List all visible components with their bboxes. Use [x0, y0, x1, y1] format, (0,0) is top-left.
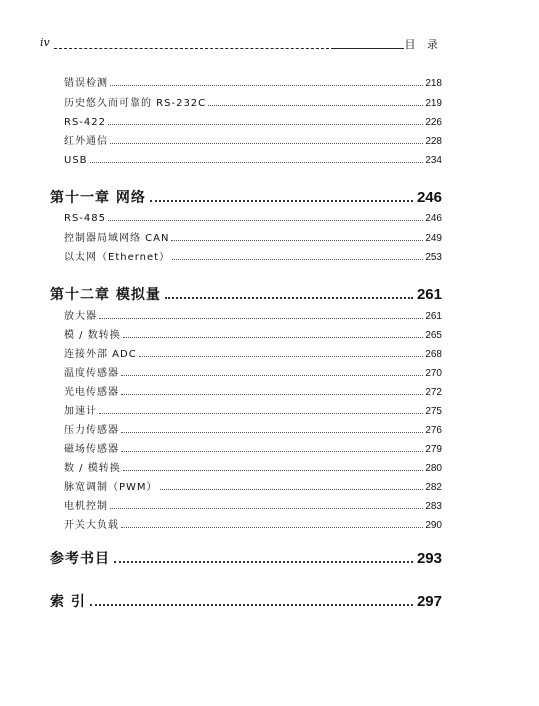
- leader-dots: [90, 592, 413, 606]
- toc-entry-title: 脉宽调制（PWM）: [64, 482, 158, 493]
- leader-dots: [110, 76, 423, 86]
- leader-dots: [121, 423, 423, 433]
- toc-entry-page: 279: [425, 444, 442, 455]
- leader-dots: [139, 347, 424, 357]
- toc-entry-title: 错误检测: [64, 78, 108, 89]
- chapter-title: 第十一章 网络: [50, 190, 146, 206]
- toc-entry[interactable]: [64, 96, 442, 110]
- chapter-title: 参考书目: [50, 551, 110, 567]
- toc-entry-page: 265: [425, 330, 442, 341]
- leader-dots: [121, 442, 423, 452]
- toc-entry-page: 249: [425, 233, 442, 244]
- leader-dots: [123, 461, 424, 471]
- toc-entry[interactable]: [64, 250, 442, 264]
- chapter-page: 261: [416, 286, 442, 303]
- toc-entry-title: 放大器: [64, 311, 97, 322]
- leader-dots: [99, 404, 423, 414]
- header-title: 目 录: [404, 38, 442, 51]
- leader-dots: [165, 285, 413, 299]
- toc-entry[interactable]: [64, 442, 442, 456]
- toc-entry-title: 历史悠久而可靠的 RS-232C: [64, 98, 207, 109]
- page-header: [40, 36, 442, 52]
- chapter-page: 297: [416, 593, 442, 610]
- toc-entry-title: 加速计: [64, 406, 97, 417]
- toc-entry[interactable]: [64, 309, 442, 323]
- leader-dots: [108, 211, 423, 221]
- toc-entry-title: RS-422: [64, 117, 106, 128]
- leader-dots: [172, 250, 423, 260]
- toc-entry[interactable]: [64, 366, 442, 380]
- toc-entry-page: 280: [425, 463, 442, 474]
- leader-dots: [123, 328, 424, 338]
- toc-entry[interactable]: [64, 211, 442, 225]
- toc-entry-title: 电机控制: [64, 501, 108, 512]
- toc-entry[interactable]: [64, 518, 442, 532]
- toc-entry-page: 290: [425, 520, 442, 531]
- toc-entry-title: 模 / 数转换: [64, 330, 121, 341]
- leader-dots: [121, 385, 423, 395]
- chapter-title: 第十二章 模拟量: [50, 287, 161, 303]
- page-number-roman: iv: [40, 36, 50, 49]
- leader-dots: [171, 231, 423, 241]
- toc-entry-title: 温度传感器: [64, 368, 119, 379]
- toc-entry-page: 282: [425, 482, 442, 493]
- leader-dots: [150, 188, 413, 202]
- leader-dots: [110, 134, 423, 144]
- toc-entry[interactable]: [64, 461, 442, 475]
- toc-entry-title: 磁场传感器: [64, 444, 119, 455]
- chapter-heading[interactable]: [50, 549, 442, 569]
- toc-entry-page: 234: [425, 155, 442, 166]
- header-rule-solid: [334, 48, 404, 49]
- chapter-heading[interactable]: [50, 285, 442, 305]
- toc-entry-title: 以太网（Ethernet）: [64, 252, 171, 263]
- toc-entry[interactable]: [64, 153, 442, 167]
- leader-dots: [121, 518, 423, 528]
- header-rule-dashed: [54, 48, 334, 49]
- leader-dots: [160, 480, 424, 490]
- toc-entry-title: 光电传感器: [64, 387, 119, 398]
- leader-dots: [110, 499, 423, 509]
- chapter-heading[interactable]: [50, 592, 442, 612]
- toc-entry-title: RS-485: [64, 213, 106, 224]
- chapter-heading[interactable]: [50, 188, 442, 208]
- chapter-page: 293: [416, 550, 442, 567]
- toc-entry-title: 控制器局域网络 CAN: [64, 233, 170, 244]
- toc-entry-title: 压力传感器: [64, 425, 119, 436]
- toc-entry-page: 219: [425, 98, 442, 109]
- leader-dots: [114, 549, 413, 563]
- chapter-page: 246: [416, 189, 442, 206]
- toc-entry-title: 数 / 模转换: [64, 463, 121, 474]
- leader-dots: [208, 96, 423, 106]
- toc-entry-page: 283: [425, 501, 442, 512]
- toc-entry-page: 218: [425, 78, 442, 89]
- toc-entry[interactable]: [64, 385, 442, 399]
- toc-entry-page: 270: [425, 368, 442, 379]
- toc-entry[interactable]: [64, 480, 442, 494]
- toc-entry[interactable]: [64, 134, 442, 148]
- toc-entry-page: 272: [425, 387, 442, 398]
- toc-entry[interactable]: [64, 423, 442, 437]
- toc-entry-page: 276: [425, 425, 442, 436]
- toc-entry-page: 261: [425, 311, 442, 322]
- leader-dots: [121, 366, 423, 376]
- toc-entry[interactable]: [64, 231, 442, 245]
- toc-entry[interactable]: [64, 499, 442, 513]
- leader-dots: [99, 309, 423, 319]
- toc-entry-title: USB: [64, 155, 88, 166]
- toc-entry-title: 连接外部 ADC: [64, 349, 137, 360]
- chapter-title: 索 引: [50, 594, 86, 610]
- toc-entry-page: 228: [425, 136, 442, 147]
- leader-dots: [108, 115, 423, 125]
- toc-entry[interactable]: [64, 347, 442, 361]
- toc-entry-title: 开关大负载: [64, 520, 119, 531]
- toc-entry[interactable]: [64, 115, 442, 129]
- toc-entry-page: 226: [425, 117, 442, 128]
- toc-entry-page: 253: [425, 252, 442, 263]
- toc-entry[interactable]: [64, 76, 442, 90]
- toc-entry-page: 275: [425, 406, 442, 417]
- toc-entry[interactable]: [64, 404, 442, 418]
- toc-entry-page: 268: [425, 349, 442, 360]
- toc-entry-page: 246: [425, 213, 442, 224]
- leader-dots: [90, 153, 424, 163]
- toc-entry[interactable]: [64, 328, 442, 342]
- toc-entry-title: 红外通信: [64, 136, 108, 147]
